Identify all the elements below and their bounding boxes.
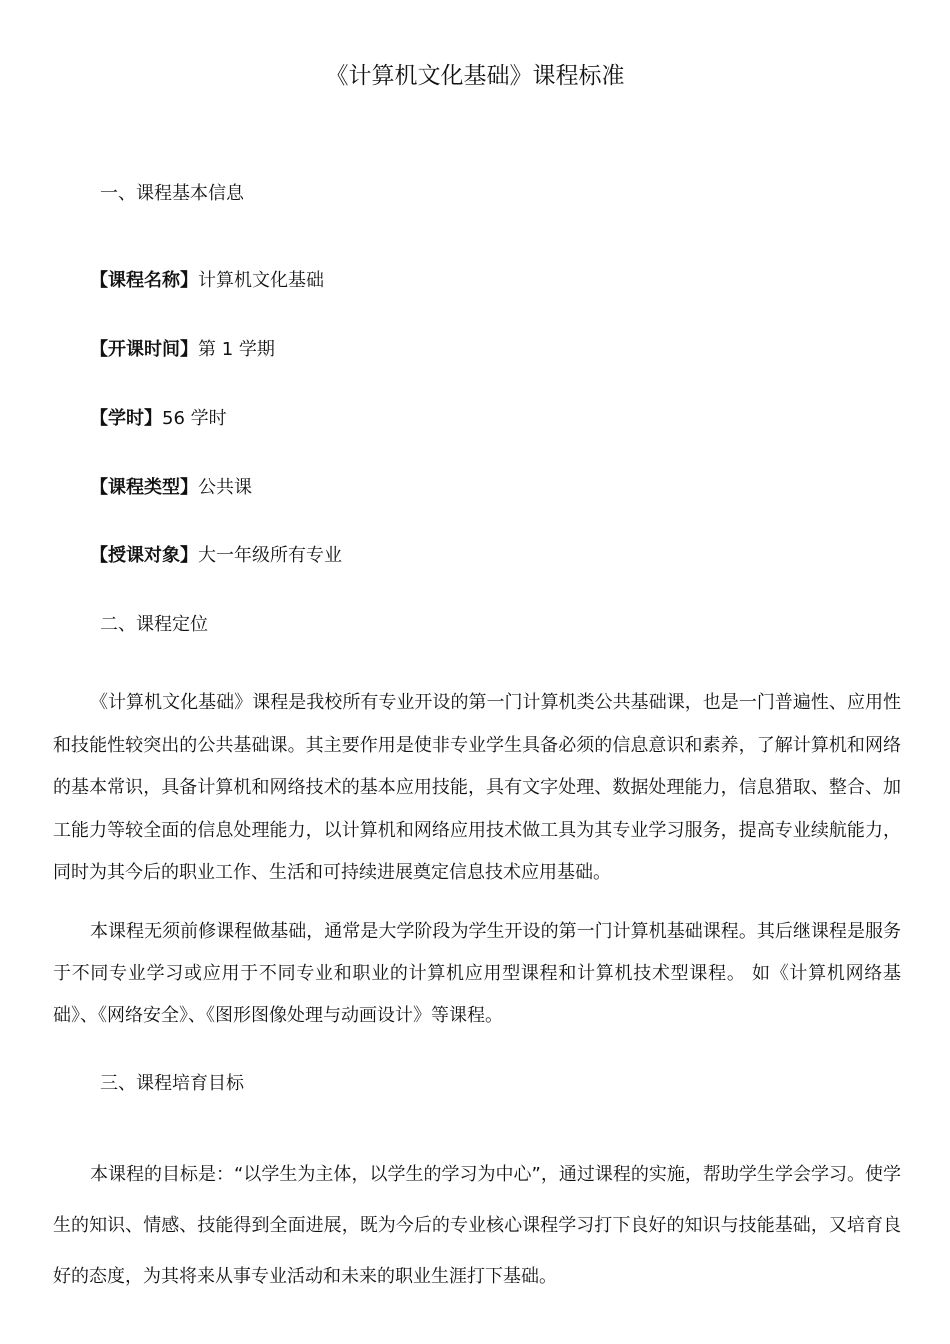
- info-value: 公共课: [198, 477, 252, 498]
- paragraph-course-goals: 本课程的目标是：“以学生为主体，以学生的学习为中心”，通过课程的实施，帮助学生学会学习。使学生的知识、情感、技能得到全面进展，既为今后的专业核心课程学习打下良好的知识与技能基础，又培育良好的态度，为其将来从事专业活动和未来的职业生涯打下基础。: [53, 1164, 901, 1287]
- info-value: 大一年级所有专业: [198, 545, 342, 566]
- info-course-type: [90, 474, 252, 502]
- info-label: 【学时】: [90, 408, 162, 429]
- info-label: 【课程名称】: [90, 270, 198, 291]
- info-value: 计算机文化基础: [198, 270, 324, 291]
- info-value: 56 学时: [162, 408, 227, 429]
- info-label: 【课程类型】: [90, 477, 198, 498]
- section-heading-positioning: 二、课程定位: [100, 614, 208, 635]
- paragraph-course-prerequisites: 本课程无须前修课程做基础，通常是大学阶段为学生开设的第一门计算机基础课程。其后继课程是服务于不同专业学习或应用于不同专业和职业的计算机应用型课程和计算机技术型课程。 如《计算机网络基础》、《网络安全》、《图形图像处理与动画设计》等课程。: [53, 921, 901, 1026]
- info-audience: [90, 542, 342, 570]
- section-heading-goals: 三、课程培育目标: [100, 1073, 244, 1094]
- info-label: 【开课时间】: [90, 339, 198, 360]
- info-value: 第 1 学期: [198, 339, 275, 360]
- info-hours: [90, 405, 227, 433]
- paragraph-course-positioning: 《计算机文化基础》课程是我校所有专业开设的第一门计算机类公共基础课，也是一门普遍性、应用性和技能性较突出的公共基础课。其主要作用是使非专业学生具备必须的信息意识和素养，了解计算机和网络的基本常识，具备计算机和网络技术的基本应用技能，具有文字处理、数据处理能力，信息猎取、整合、加工能力等较全面的信息处理能力，以计算机和网络应用技术做工具为其专业学习服务，提高专业续航能力，同时为其今后的职业工作、生活和可持续进展奠定信息技术应用基础。: [53, 692, 901, 883]
- info-label: 【授课对象】: [90, 545, 198, 566]
- document-title: 《计算机文化基础》课程标准: [325, 63, 625, 89]
- info-course-name: [90, 267, 324, 295]
- info-term: [90, 336, 275, 364]
- section-heading-basic-info: 一、课程基本信息: [100, 183, 244, 204]
